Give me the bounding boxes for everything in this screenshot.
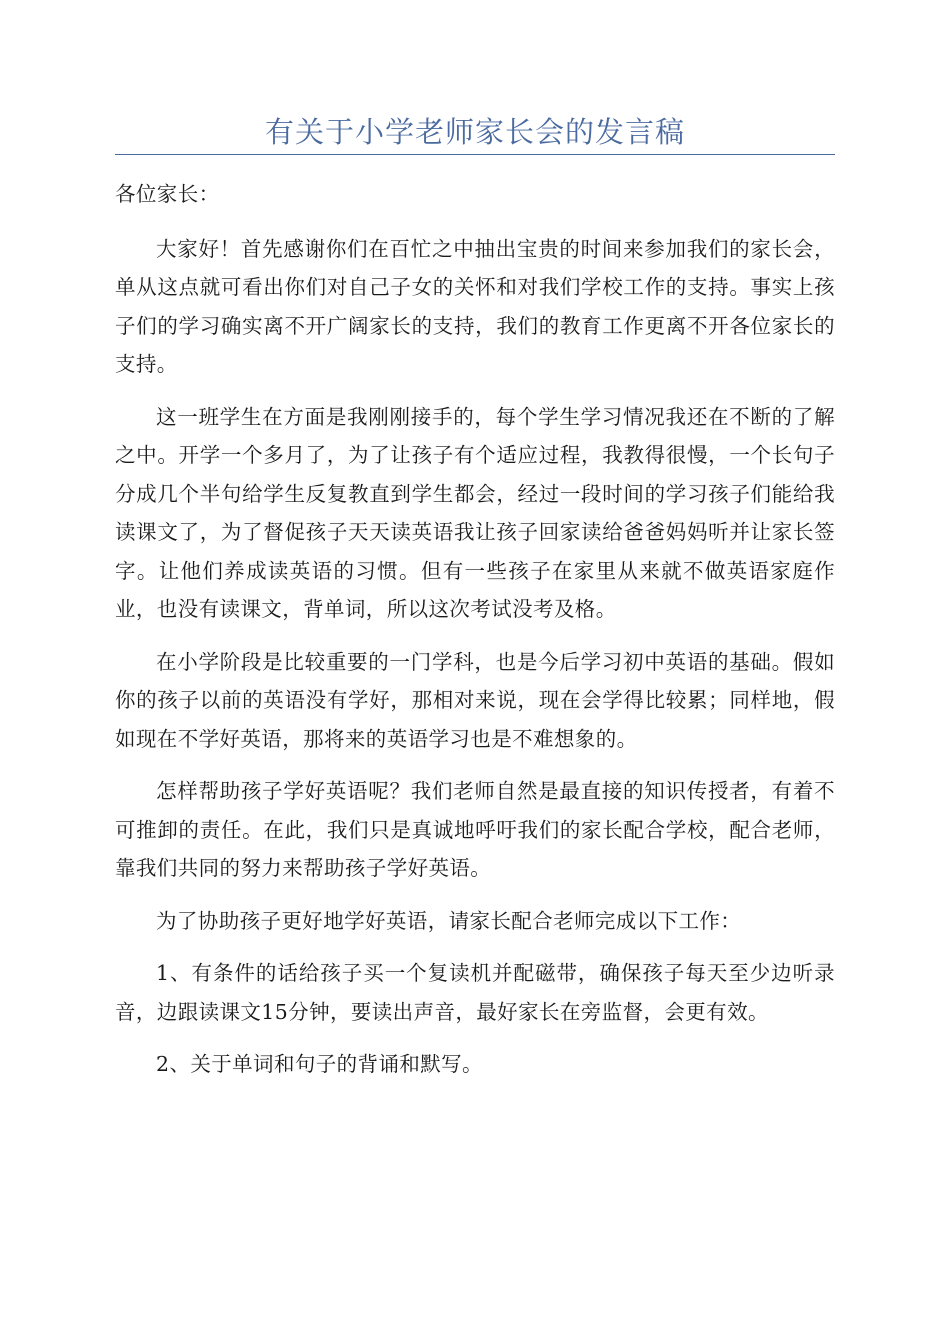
paragraph-4: 怎样帮助孩子学好英语呢？我们老师自然是最直接的知识传授者，有着不可推卸的责任。在此，我们只是真诚地呼吁我们的家长配合学校，配合老师，靠我们共同的努力来帮助孩子学好英语。 — [115, 779, 835, 880]
list-item-1: 1、有条件的话给孩子买一个复读机并配磁带，确保孩子每天至少边听录音，边跟读课文15分钟，要读出声音，最好家长在旁监督，会更有效。 — [115, 961, 835, 1024]
paragraph-2: 这一班学生在方面是我刚刚接手的，每个学生学习情况我还在不断的了解之中。开学一个多月了，为了让孩子有个适应过程，我教得很慢，一个长句子分成几个半句给学生反复教直到学生都会，经过一段时间的学习孩子们能给我读课文了，为了督促孩子天天读英语我让孩子回家读给爸爸妈妈听并让家长签字。让他们养成读英语的习惯。但有一些孩子在家里从来就不做英语家庭作业，也没有读课文，背单词，所以这次考试没考及格。 — [115, 404, 835, 621]
greeting: 各位家长： — [115, 182, 220, 206]
title-underline — [115, 154, 835, 155]
document-title: 有关于小学老师家长会的发言稿 — [264, 115, 685, 149]
list-item-2: 2、关于单词和句子的背诵和默写。 — [156, 1052, 483, 1076]
paragraph-3: 在小学阶段是比较重要的一门学科，也是今后学习初中英语的基础。假如你的孩子以前的英语没有学好，那相对来说，现在会学得比较累；同样地，假如现在不学好英语，那将来的英语学习也是不难想象的。 — [115, 649, 835, 751]
document-body — [115, 175, 835, 1098]
paragraph-5: 为了协助孩子更好地学好英语，请家长配合老师完成以下工作： — [156, 908, 742, 933]
paragraph-1: 大家好！首先感谢你们在百忙之中抽出宝贵的时间来参加我们的家长会，单从这点就可看出你们对自己子女的关怀和对我们学校工作的支持。事实上孩子们的学习确实离不开广阔家长的支持，我们的教育工作更离不开各位家长的支持。 — [115, 236, 835, 376]
